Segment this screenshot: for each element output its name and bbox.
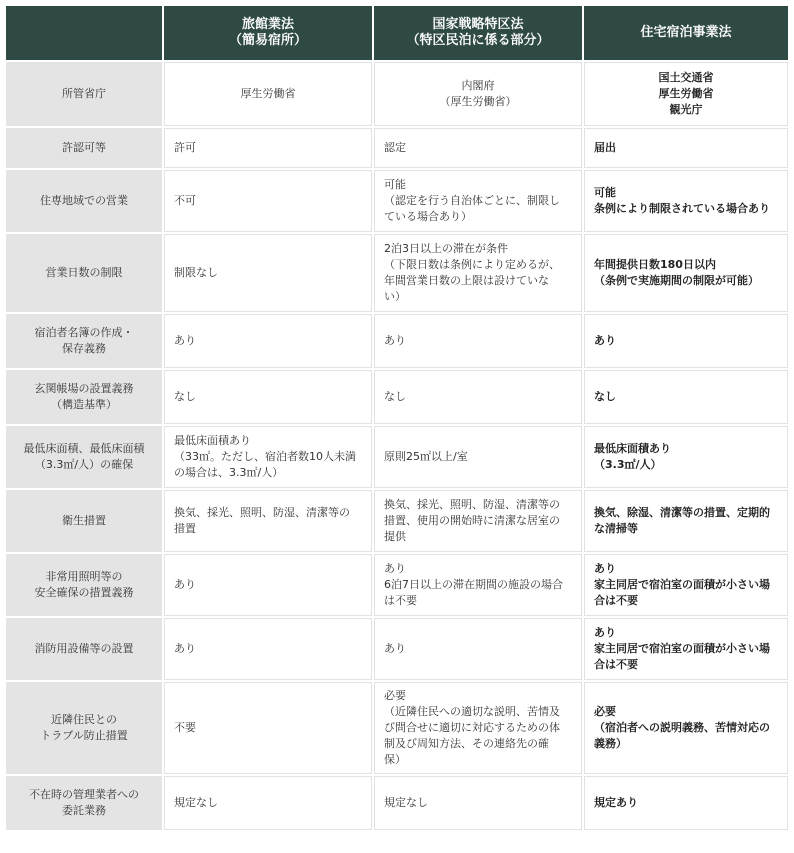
- cell-text: 制及び周知方法、その連絡先の確: [384, 737, 549, 750]
- table-row: [6, 554, 788, 616]
- cell-special-zone-law: [374, 170, 582, 232]
- cell-private-lodging-law: [584, 426, 788, 488]
- table-row: [6, 170, 788, 232]
- cell-special-zone-law: [374, 314, 582, 368]
- cell-text: 年間提供日数180日以内: [594, 258, 716, 271]
- row-header-text: （3.3㎡/人）の確保: [34, 458, 134, 471]
- cell-text: 義務）: [594, 737, 627, 750]
- cell-text: 換気、採光、照明、防湿、清潔等の: [174, 506, 350, 519]
- cell-private-lodging-law: [584, 314, 788, 368]
- cell-ryokan-law: [164, 314, 372, 368]
- cell-text: 必要: [384, 689, 406, 702]
- table-row: [6, 776, 788, 830]
- table-row: [6, 314, 788, 368]
- cell-text: （下限日数は条例により定めるが、: [384, 258, 560, 271]
- cell-text: ている場合あり）: [384, 210, 472, 223]
- cell-text: 可能: [384, 178, 406, 191]
- cell-text: なし: [174, 390, 196, 403]
- row-header-text: 許認可等: [62, 141, 106, 154]
- row-header-text: 衛生措置: [62, 514, 106, 527]
- row-header-text: 不在時の管理業者への: [29, 788, 139, 801]
- row-header: [6, 618, 162, 680]
- column-header-private-lodging-law: [584, 6, 788, 60]
- cell-ryokan-law: [164, 490, 372, 552]
- column-header-ryokan-law: [164, 6, 372, 60]
- table-row: [6, 618, 788, 680]
- cell-text: 合は不要: [594, 594, 638, 607]
- row-header: [6, 370, 162, 424]
- cell-text: 内閣府: [461, 79, 495, 92]
- cell-text: 許可: [174, 141, 196, 154]
- cell-special-zone-law: [374, 554, 582, 616]
- cell-text: 家主同居で宿泊室の面積が小さい場: [594, 578, 770, 591]
- cell-private-lodging-law: [584, 234, 788, 312]
- cell-text: なし: [384, 390, 406, 403]
- row-header-text: （構造基準）: [51, 398, 117, 411]
- cell-special-zone-law: [374, 128, 582, 168]
- row-header-text: 宿泊者名簿の作成・: [34, 326, 134, 339]
- cell-ryokan-law: [164, 62, 372, 126]
- cell-text: 年間営業日数の上限は設けていな: [384, 274, 549, 287]
- cell-special-zone-law: [374, 682, 582, 774]
- cell-text: 2泊3日以上の滞在が条件: [384, 242, 508, 255]
- cell-text: 家主同居で宿泊室の面積が小さい場: [594, 642, 770, 655]
- column-header-subtitle: （簡易宿所）: [228, 33, 307, 48]
- cell-text: 可能: [594, 186, 616, 199]
- cell-text: 最低床面積あり: [174, 434, 251, 447]
- row-header: [6, 170, 162, 232]
- cell-text: 認定: [384, 141, 406, 154]
- cell-text: あり: [594, 334, 616, 347]
- column-header-title: 旅館業法: [241, 17, 294, 32]
- cell-text: （近隣住民への適切な説明、苦情及: [384, 705, 560, 718]
- row-header-text: トラブル防止措置: [40, 729, 128, 742]
- row-header-text: 近隣住民との: [51, 713, 117, 726]
- cell-text: 制限なし: [174, 266, 218, 279]
- row-header-text: 最低床面積、最低床面積: [23, 442, 145, 455]
- cell-private-lodging-law: [584, 618, 788, 680]
- cell-text: 規定なし: [384, 796, 428, 809]
- cell-special-zone-law: [374, 426, 582, 488]
- cell-special-zone-law: [374, 234, 582, 312]
- cell-private-lodging-law: [584, 490, 788, 552]
- cell-ryokan-law: [164, 554, 372, 616]
- cell-private-lodging-law: [584, 62, 788, 126]
- cell-text: 必要: [594, 705, 616, 718]
- comparison-table: [4, 4, 790, 832]
- cell-text: 措置: [174, 522, 196, 535]
- cell-special-zone-law: [374, 776, 582, 830]
- cell-text: （33㎡。ただし、宿泊者数10人未満: [174, 450, 356, 463]
- row-header-text: 安全確保の措置義務: [34, 586, 134, 599]
- row-header: [6, 62, 162, 126]
- table-row: [6, 490, 788, 552]
- cell-ryokan-law: [164, 234, 372, 312]
- row-header-text: 所管省庁: [62, 87, 106, 100]
- cell-text: 国土交通省: [658, 71, 714, 84]
- cell-private-lodging-law: [584, 170, 788, 232]
- row-header: [6, 426, 162, 488]
- cell-text: （厚生労働省）: [439, 95, 517, 108]
- row-header: [6, 490, 162, 552]
- cell-ryokan-law: [164, 618, 372, 680]
- row-header-text: 住専地域での営業: [40, 194, 128, 207]
- cell-ryokan-law: [164, 370, 372, 424]
- cell-text: （認定を行う自治体ごとに、制限し: [384, 194, 560, 207]
- cell-text: あり: [384, 562, 406, 575]
- column-header-title: 住宅宿泊事業法: [640, 25, 732, 40]
- cell-text: あり: [594, 562, 616, 575]
- row-header-text: 非常用照明等の: [45, 570, 123, 583]
- cell-private-lodging-law: [584, 776, 788, 830]
- cell-special-zone-law: [374, 618, 582, 680]
- cell-text: あり: [174, 642, 196, 655]
- cell-text: い）: [384, 290, 406, 303]
- cell-text: （条例で実施期間の制限が可能）: [594, 274, 759, 287]
- row-header-text: 保存義務: [62, 342, 106, 355]
- cell-text: 規定あり: [594, 796, 638, 809]
- row-header: [6, 128, 162, 168]
- cell-ryokan-law: [164, 170, 372, 232]
- row-header: [6, 776, 162, 830]
- cell-text: 換気、採光、照明、防湿、清潔等の: [384, 498, 560, 511]
- cell-text: び問合せに適切に対応するための体: [384, 721, 560, 734]
- cell-text: 原則25㎡以上/室: [384, 450, 468, 463]
- row-header: [6, 682, 162, 774]
- table-row: [6, 234, 788, 312]
- cell-text: 措置、使用の開始時に清潔な居室の: [384, 514, 560, 527]
- cell-text: 最低床面積あり: [594, 442, 671, 455]
- cell-text: は不要: [384, 594, 417, 607]
- table-row: [6, 370, 788, 424]
- cell-private-lodging-law: [584, 370, 788, 424]
- cell-text: 厚生労働省: [240, 87, 296, 100]
- row-header-text: 営業日数の制限: [45, 266, 123, 279]
- cell-text: 観光庁: [669, 103, 703, 116]
- table-row: [6, 682, 788, 774]
- row-header-text: 委託業務: [62, 804, 106, 817]
- row-header: [6, 314, 162, 368]
- cell-text: 不要: [174, 721, 196, 734]
- row-header-text: 消防用設備等の設置: [34, 642, 134, 655]
- cell-text: 規定なし: [174, 796, 218, 809]
- row-header: [6, 234, 162, 312]
- cell-text: あり: [594, 626, 616, 639]
- cell-private-lodging-law: [584, 128, 788, 168]
- cell-special-zone-law: [374, 62, 582, 126]
- cell-ryokan-law: [164, 682, 372, 774]
- cell-text: 保）: [384, 753, 406, 766]
- cell-text: 条例により制限されている場合あり: [594, 202, 770, 215]
- cell-text: なし: [594, 390, 616, 403]
- cell-text: 厚生労働省: [658, 87, 714, 100]
- cell-text: あり: [384, 642, 406, 655]
- table-row: [6, 62, 788, 126]
- header-corner-blank: [6, 6, 162, 60]
- cell-ryokan-law: [164, 776, 372, 830]
- row-header-text: 玄関帳場の設置義務: [34, 382, 134, 395]
- cell-special-zone-law: [374, 370, 582, 424]
- cell-text: 提供: [384, 530, 406, 543]
- table-body: [6, 62, 788, 830]
- cell-special-zone-law: [374, 490, 582, 552]
- cell-text: あり: [384, 334, 406, 347]
- cell-text: 合は不要: [594, 658, 638, 671]
- cell-private-lodging-law: [584, 682, 788, 774]
- cell-text: な清掃等: [594, 522, 638, 535]
- column-header-title: 国家戦略特区法: [432, 17, 524, 32]
- cell-private-lodging-law: [584, 554, 788, 616]
- cell-text: 届出: [594, 141, 616, 154]
- column-header-special-zone-law: [374, 6, 582, 60]
- cell-text: 不可: [174, 194, 196, 207]
- cell-text: あり: [174, 578, 196, 591]
- cell-text: 換気、除湿、清潔等の措置、定期的: [594, 506, 770, 519]
- column-header-subtitle: （特区民泊に係る部分）: [406, 33, 550, 48]
- table-row: [6, 128, 788, 168]
- header-row: [6, 6, 788, 60]
- cell-ryokan-law: [164, 128, 372, 168]
- cell-text: （3.3㎡/人）: [594, 458, 662, 471]
- table-row: [6, 426, 788, 488]
- cell-text: あり: [174, 334, 196, 347]
- cell-text: 6泊7日以上の滞在期間の施設の場合: [384, 578, 563, 591]
- row-header: [6, 554, 162, 616]
- cell-text: （宿泊者への説明義務、苦情対応の: [594, 721, 770, 734]
- cell-ryokan-law: [164, 426, 372, 488]
- cell-text: の場合は、3.3㎡/人）: [174, 466, 284, 479]
